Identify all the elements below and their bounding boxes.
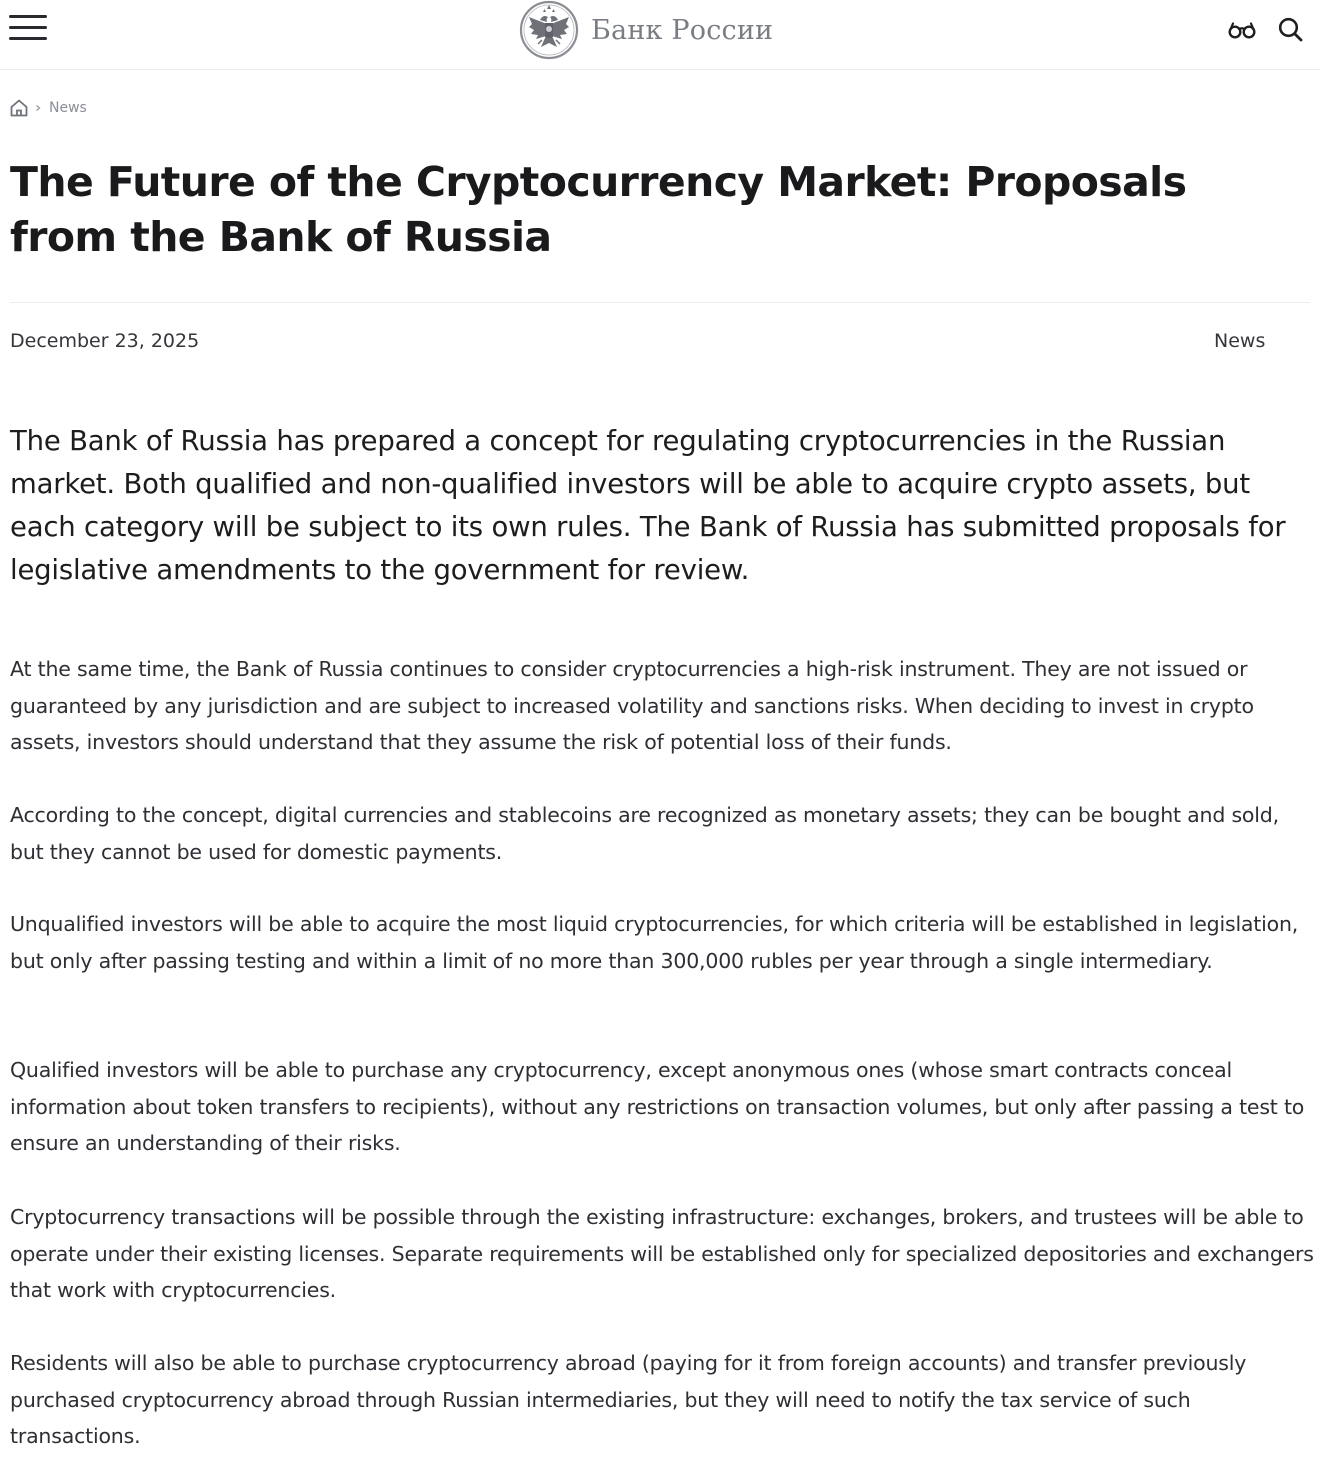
chevron-right-icon [33, 103, 43, 113]
divider [10, 302, 1310, 303]
body-paragraph: Unqualified investors will be able to acquire the most liquid cryptocurrencies, for which criteria will be established in legislation, but only after passing testing and within a limit of no more than 300,000 rubles per year through a single intermediary. [10, 912, 1299, 973]
menu-bar [9, 15, 47, 18]
body-paragraph: At the same time, the Bank of Russia continues to consider cryptocurrencies a high-risk instrument. They are not issued or guaranteed by any jurisdiction and are subject to increased volatility and sanctions risks. When deciding to invest in crypto assets, investors should understand that they assume the risk of potential loss of their funds. [10, 657, 1254, 754]
body-paragraph: Qualified investors will be able to purchase any cryptocurrency, except anonymous ones (whose smart contracts conceal information about token transfers to recipients), without any restrictions on transaction volumes, but only after passing a test to ensure an understanding of their risks. [10, 1058, 1305, 1155]
site-header [0, 0, 1320, 70]
double-headed-eagle-emblem-icon [519, 0, 579, 60]
breadcrumb-news-link[interactable]: News [49, 100, 87, 116]
glasses-icon[interactable] [1226, 14, 1258, 44]
home-icon[interactable] [9, 98, 29, 118]
logo-text: Банк России [591, 14, 774, 46]
breadcrumb [9, 97, 87, 119]
page-title: The Future of the Cryptocurrency Market: Proposals from the Bank of Russia [10, 158, 1187, 261]
body-paragraph: Cryptocurrency transactions will be possible through the existing infrastructure: exchanges, brokers, and trustees will be able to operate under their existing licenses. Separate requirements will be established only for specialized depositories and exchangers that work with cryptocurrencies. [10, 1205, 1314, 1302]
menu-bar [9, 37, 47, 40]
bank-of-russia-logo[interactable] [519, 0, 773, 60]
hamburger-menu-icon[interactable] [9, 15, 47, 41]
publish-date: December 23, 2025 [10, 330, 200, 352]
search-icon[interactable] [1275, 14, 1307, 44]
body-paragraph: According to the concept, digital currencies and stablecoins are recognized as monetary assets; they can be bought and sold, but they cannot be used for domestic payments. [10, 803, 1279, 864]
menu-bar [9, 26, 47, 29]
lead-paragraph: The Bank of Russia has prepared a concept for regulating cryptocurrencies in the Russian market. Both qualified and non-qualified investors will be able to acquire crypto assets, but each category will be subject to its own rules. The Bank of Russia has submitted proposals for legislative amendments to the government for review. [10, 425, 1286, 586]
body-paragraph: Residents will also be able to purchase cryptocurrency abroad (paying for it from foreign accounts) and transfer previously purchased cryptocurrency abroad through Russian intermediaries, but they will need to notify the tax service of such transactions. [10, 1351, 1247, 1448]
category-link[interactable]: News [1214, 330, 1266, 352]
